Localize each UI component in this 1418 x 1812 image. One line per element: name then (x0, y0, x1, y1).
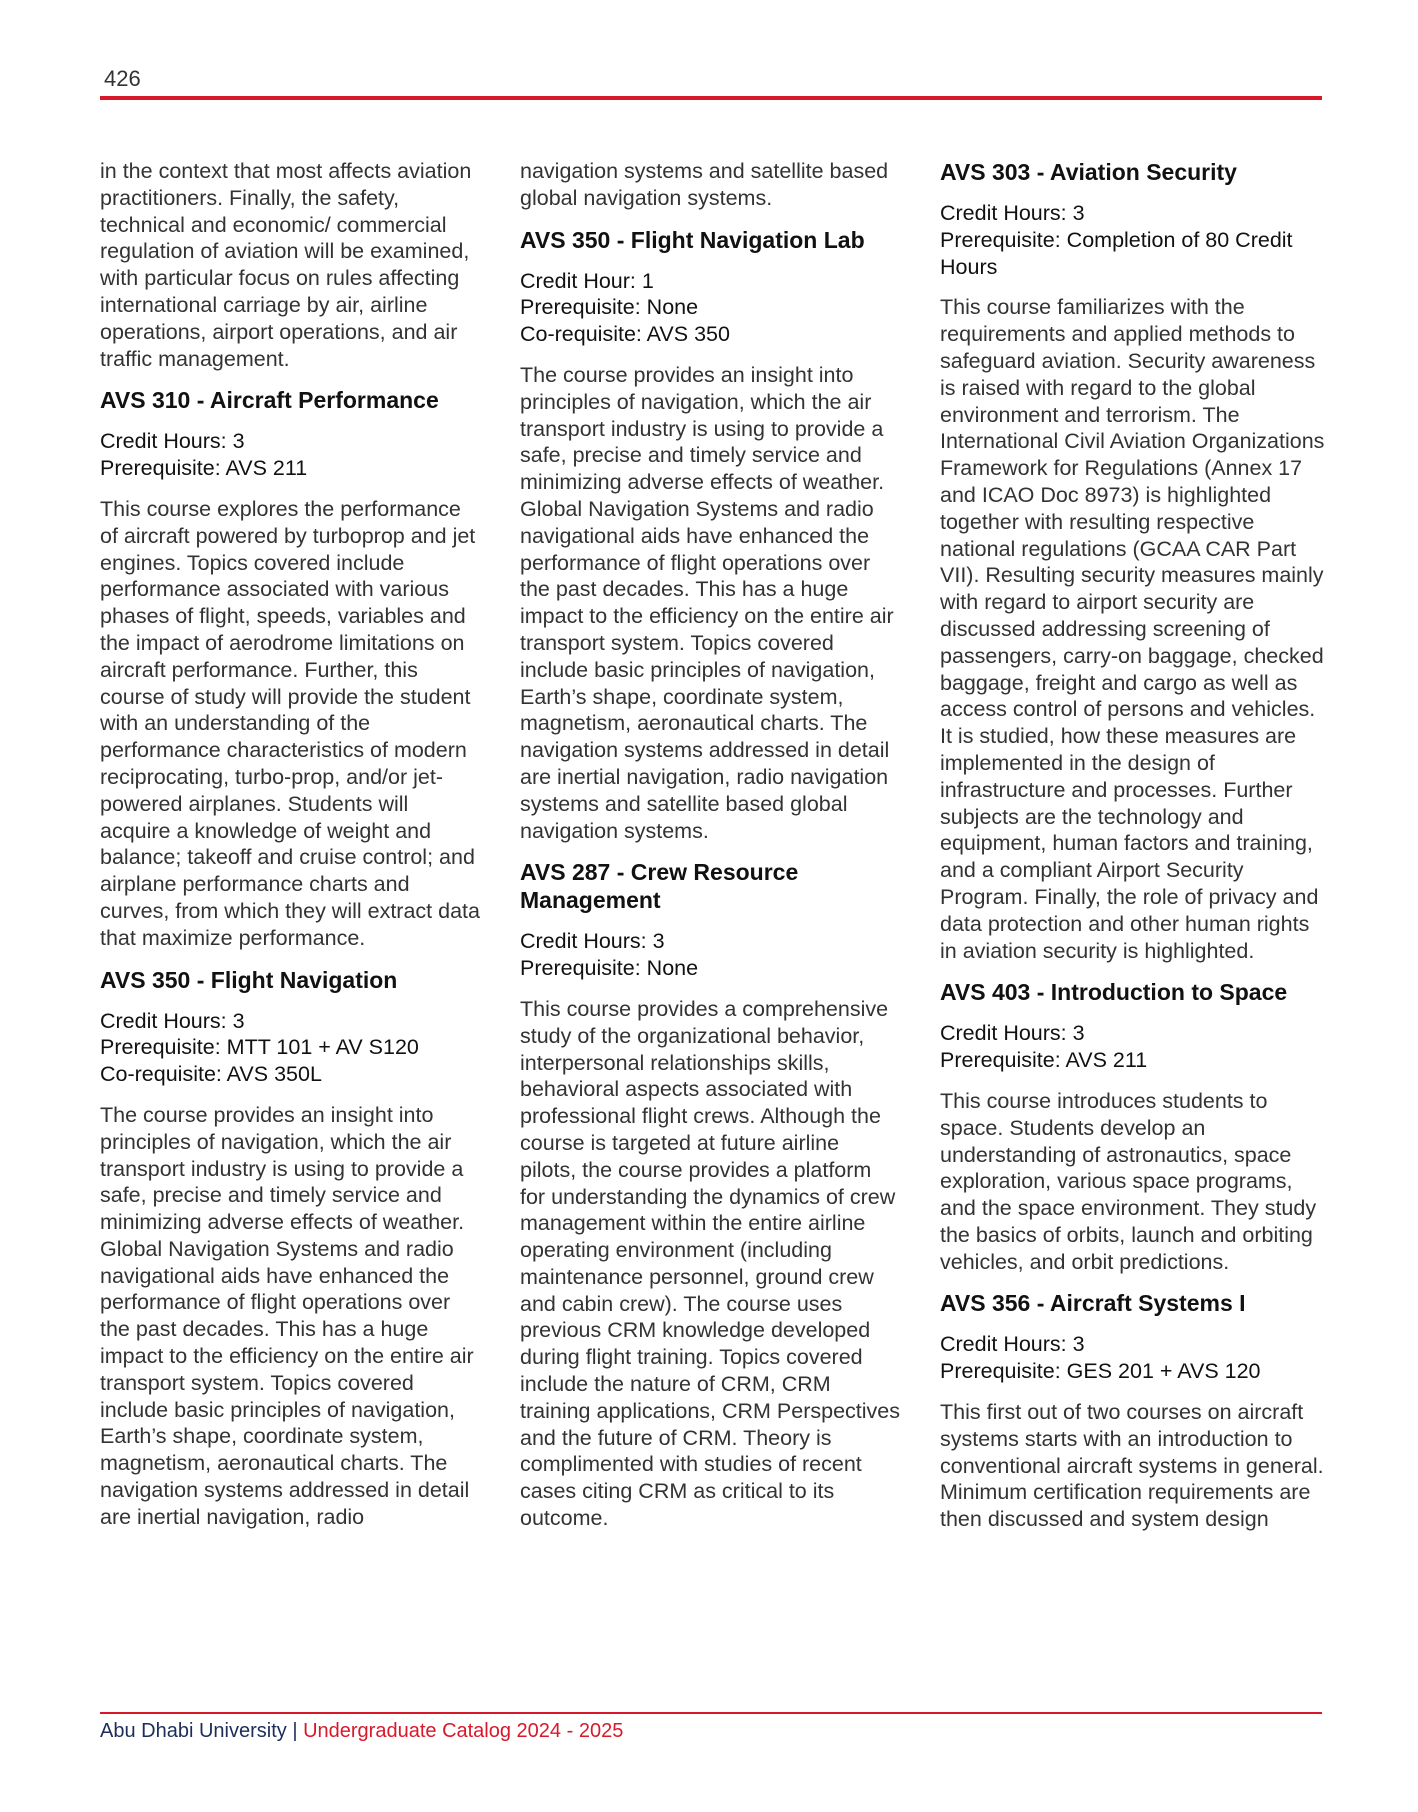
footer-separator: | (292, 1720, 298, 1742)
corequisite: Co-requisite: AVS 350L (100, 1062, 322, 1087)
course-meta (520, 268, 900, 348)
column-2 (520, 158, 900, 1546)
course-title: AVS 310 - Aircraft Performance (100, 387, 439, 414)
credit-hours: Credit Hours: 3 (940, 201, 1085, 225)
course-avs-303 (940, 158, 1325, 964)
credit-hours: Credit Hours: 3 (940, 1332, 1085, 1357)
course-title: AVS 403 - Introduction to Space (940, 979, 1288, 1006)
page-number: 426 (104, 66, 141, 91)
credit-hours: Credit Hours: 3 (100, 429, 245, 454)
column-1 (100, 158, 480, 1545)
course-title: AVS 350 - Flight Navigation Lab (520, 226, 865, 253)
course-title: AVS 356 - Aircraft Systems I (940, 1290, 1246, 1317)
credit-hours: Credit Hours: 3 (100, 1008, 245, 1033)
prerequisite: Prerequisite: GES 201 + AVS 120 (940, 1359, 1261, 1384)
prerequisite: Prerequisite: Completion of 80 Credit Hours (940, 227, 1293, 279)
prerequisite: Prerequisite: MTT 101 + AV S120 (100, 1035, 419, 1060)
course-avs-403 (940, 978, 1325, 1275)
credit-hours: Credit Hours: 3 (520, 929, 665, 954)
footer (100, 1720, 623, 1743)
course-meta (940, 1020, 1325, 1074)
credit-hours: Credit Hour: 1 (520, 268, 654, 293)
prerequisite: Prerequisite: None (520, 956, 699, 981)
course-meta (520, 928, 900, 982)
footer-catalog: Undergraduate Catalog 2024 - 2025 (303, 1720, 624, 1742)
footer-university: Abu Dhabi University (100, 1720, 287, 1742)
course-meta (940, 1331, 1325, 1385)
credit-hours: Credit Hours: 3 (940, 1021, 1085, 1046)
course-meta (940, 200, 1325, 280)
course-avs-356 (940, 1289, 1325, 1533)
course-title: AVS 303 - Aviation Security (940, 159, 1237, 185)
course-avs-350 (100, 966, 480, 1531)
column-3 (940, 158, 1325, 1547)
course-description: This course introduces students to space. Students develop an understanding of astronautics, space exploration, various space programs, and the space environment. They study the basics of orbits, launch and orbiting vehicles, and orbit predictions. (940, 1088, 1317, 1274)
course-avs-350-lab (520, 226, 900, 845)
corequisite: Co-requisite: AVS 350 (520, 322, 730, 347)
course-title: AVS 350 - Flight Navigation (100, 966, 398, 993)
course-title: AVS 287 - Crew Resource Management (520, 859, 799, 914)
course-meta (100, 1008, 480, 1088)
prerequisite: Prerequisite: AVS 211 (100, 456, 308, 481)
course-description: This first out of two courses on aircraft systems starts with an introduction to conventional aircraft systems in general. Minimum certification requirements are then discussed and system design (940, 1400, 1324, 1532)
footer-divider (100, 1712, 1322, 1714)
continued-paragraph: navigation systems and satellite based global navigation systems. (520, 159, 889, 210)
header-divider (100, 96, 1322, 100)
course-description: The course provides an insight into principles of navigation, which the air transport industry is using to provide a safe, precise and timely service and minimizing adverse effects of weather. Global Navigation Systems and radio navigational aids have enhanced the performance of flight operations over the past decades. This has a huge impact to the efficiency on the entire air transport system. Topics covered include basic principles of navigation, Earth’s shape, coordinate system, magnetism, aeronautical charts. The navigation systems addressed in detail are inertial navigation, radio (100, 1102, 474, 1529)
course-meta (100, 428, 480, 482)
course-description: This course provides a comprehensive study of the organizational behavior, interpersonal relationships skills, behavioral aspects associated with professional flight crews. Although the course is targeted at future airline pilots, the course provides a platform for understanding the dynamics of crew management within the entire airline operating environment (including maintenance personnel, ground crew and cabin crew). The course uses previous CRM knowledge developed during flight training. Topics covered include the nature of CRM, CRM training applications, CRM Perspectives and the future of CRM. Theory is complimented with studies of recent cases citing CRM as critical to its outcome. (520, 996, 900, 1531)
continued-paragraph: in the context that most affects aviation practitioners. Finally, the safety, technical and economic/ commercial regulation of aviation will be examined, with particular focus on rules affecting international carriage by air, airline operations, airport operations, and air traffic management. (100, 159, 472, 371)
prerequisite: Prerequisite: None (520, 295, 699, 320)
course-avs-310 (100, 386, 480, 951)
prerequisite: Prerequisite: AVS 211 (940, 1048, 1148, 1073)
course-description: This course familiarizes with the requirements and applied methods to safeguard aviation. Security awareness is raised with regard to the global environment and terrorism. The International Civil Aviation Organizations Framework for Regulations (Annex 17 and ICAO Doc 8973) is highlighted together with resulting respective national regulations (GCAA CAR Part VII). Resulting security measures mainly with regard to airport security are discussed addressing screening of passengers, carry-on baggage, checked baggage, freight and cargo as well as access control of persons and vehicles. It is studied, how these measures are implemented in the design of infrastructure and processes. Further subjects are the technology and equipment, human factors and training, and a compliant Airport Security Program. Finally, the role of privacy and data protection and other human rights in aviation security is highlighted. (940, 295, 1325, 963)
course-avs-287 (520, 858, 900, 1532)
course-description: This course explores the performance of aircraft powered by turboprop and jet engines. Topics covered include performance associated with various phases of flight, speeds, variables and the impact of aerodrome limitations on aircraft performance. Further, this course of study will provide the student with an understanding of the performance characteristics of modern reciprocating, turbo-prop, and/or jet-powered airplanes. Students will acquire a knowledge of weight and balance; takeoff and cruise control; and airplane performance charts and curves, from which they will extract data that maximize performance. (100, 496, 480, 950)
course-description: The course provides an insight into principles of navigation, which the air transport industry is using to provide a safe, precise and timely service and minimizing adverse effects of weather. Global Navigation Systems and radio navigational aids have enhanced the performance of flight operations over the past decades. This has a huge impact to the efficiency on the entire air transport system. Topics covered include basic principles of navigation, Earth’s shape, coordinate system, magnetism, aeronautical charts. The navigation systems addressed in detail are inertial navigation, radio navigation systems and satellite based global navigation systems. (520, 362, 894, 843)
